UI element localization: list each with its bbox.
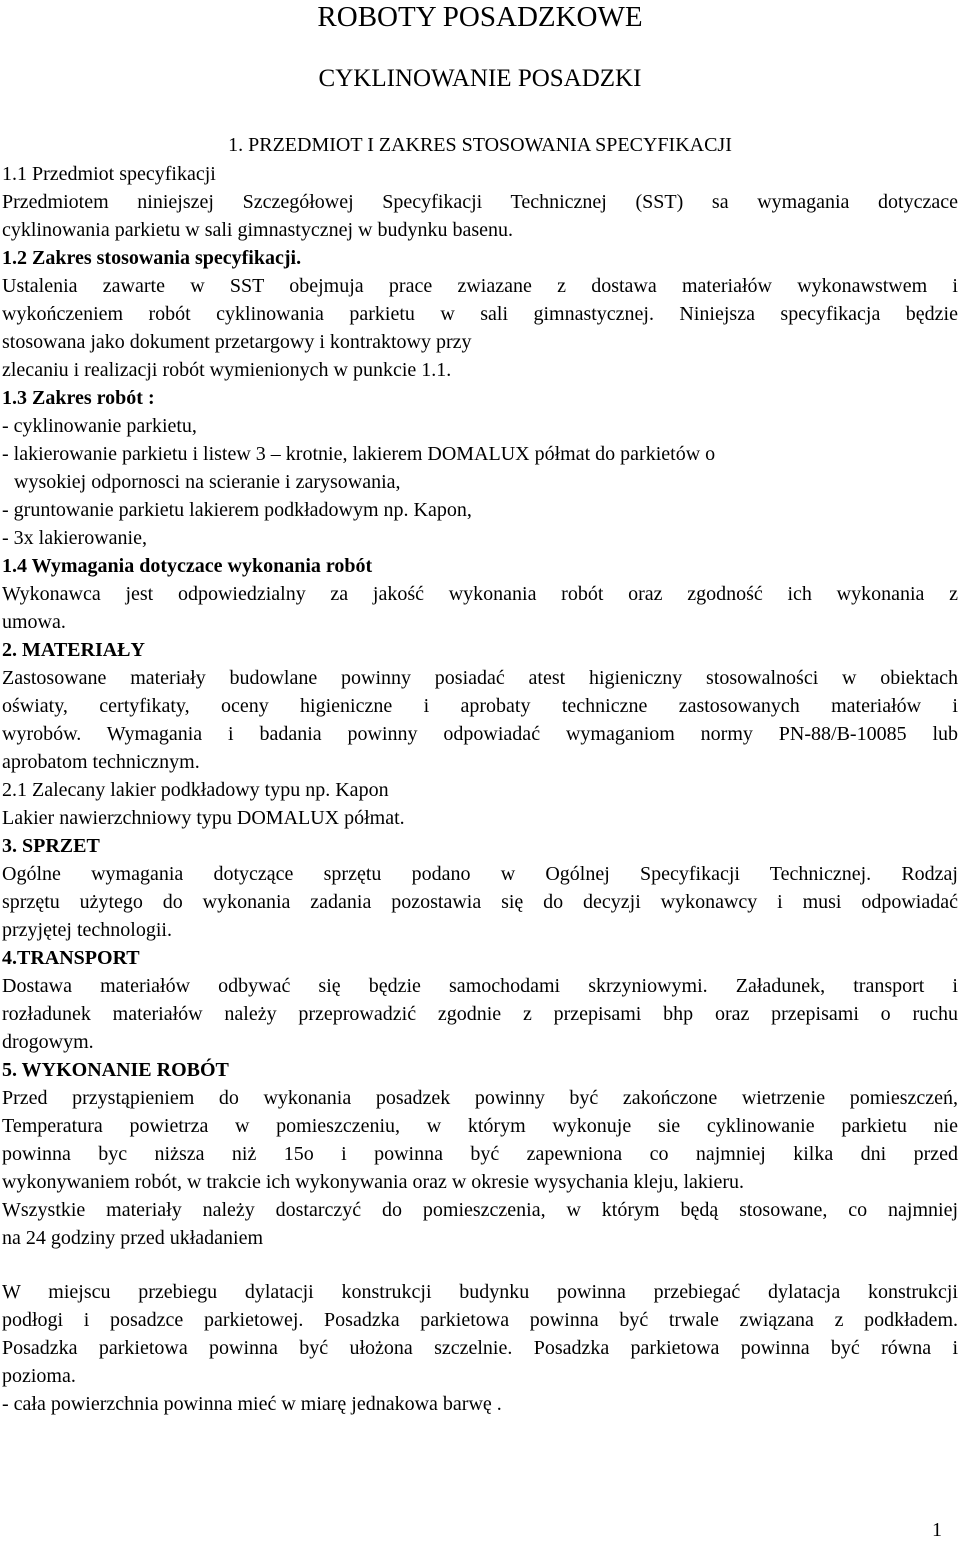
paragraph-line: Lakier nawierzchniowy typu DOMALUX półmat.	[2, 807, 405, 829]
page-number: 1	[932, 1519, 942, 1541]
paragraph-line: Dostawa materiałów odbywać się będzie samochodami skrzyniowymi. Załadunek, transport i	[2, 975, 958, 997]
paragraph-line: Posadzka parkietowa powinna być ułożona szczelnie. Posadzka parkietowa powinna być równa i	[2, 1337, 958, 1359]
paragraph-line: podłogi i posadzce parkietowej. Posadzka parkietowa powinna być trwale związana z podkładem.	[2, 1309, 958, 1331]
list-item: - lakierowanie parkietu i listew 3 – krotnie, lakierem DOMALUX półmat do parkietów o	[2, 443, 716, 465]
section-heading: 4.TRANSPORT	[2, 947, 140, 969]
paragraph-line: aprobatom technicznym.	[2, 751, 200, 773]
paragraph-line: pozioma.	[2, 1365, 76, 1387]
paragraph-line: Przedmiotem niniejszej Szczegółowej Specyfikacji Technicznej (SST) sa wymagania dotyczace	[2, 191, 958, 213]
list-item: - 3x lakierowanie,	[2, 527, 147, 549]
paragraph-line: powinna byc niższa niż 15o i powinna być zapewniona co najmniej kilka dni przed	[2, 1143, 958, 1165]
list-item-continuation: wysokiej odpornosci na scieranie i zarysowania,	[14, 471, 401, 493]
section-heading: 5. WYKONANIE ROBÓT	[2, 1059, 229, 1081]
list-item: - cyklinowanie parkietu,	[2, 415, 197, 437]
section-heading: 3. SPRZET	[2, 835, 100, 857]
document-title: ROBOTY POSADZKOWE	[317, 1, 643, 33]
paragraph-line: Wszystkie materiały należy dostarczyć do pomieszczenia, w którym będą stosowane, co najmniej	[2, 1199, 958, 1221]
paragraph-line: cyklinowania parkietu w sali gimnastycznej w budynku basenu.	[2, 219, 513, 241]
paragraph-line: rozładunek materiałów należy przeprowadzić zgodnie z przepisami bhp oraz przepisami o ruchu	[2, 1003, 958, 1025]
paragraph-line: przyjętej technologii.	[2, 919, 172, 941]
paragraph-line: wykonywaniem robót, w trakcie ich wykonywania oraz w okresie wysychania kleju, lakieru.	[2, 1171, 744, 1193]
paragraph-line: - cała powierzchnia powinna mieć w miarę jednakowa barwę .	[2, 1393, 502, 1415]
subsection-heading: 1.2 Zakres stosowania specyfikacji.	[2, 247, 302, 269]
paragraph-line: stosowana jako dokument przetargowy i kontraktowy przy	[2, 331, 472, 353]
paragraph-line: zlecaniu i realizacji robót wymienionych w punkcie 1.1.	[2, 359, 452, 381]
paragraph-line: Ustalenia zawarte w SST obejmuja prace zwiazane z dostawa materiałów wykonawstwem i	[2, 275, 958, 297]
section-heading: 1. PRZEDMIOT I ZAKRES STOSOWANIA SPECYFIKACJI	[228, 134, 732, 156]
section-heading: 2. MATERIAŁY	[2, 639, 145, 661]
paragraph-line: 2.1 Zalecany lakier podkładowy typu np. Kapon	[2, 779, 389, 801]
paragraph-line: Ogólne wymagania dotyczące sprzętu podano w Ogólnej Specyfikacji Technicznej. Rodzaj	[2, 863, 958, 885]
paragraph-line: Wykonawca jest odpowiedzialny za jakość wykonania robót oraz zgodność ich wykonania z	[2, 583, 958, 605]
subsection-heading: 1.3 Zakres robót :	[2, 387, 155, 409]
paragraph-line: Temperatura powietrza w pomieszczeniu, w którym wykonuje sie cyklinowanie parkietu nie	[2, 1115, 958, 1137]
paragraph-line: Przed przystąpieniem do wykonania posadzek powinny być zakończone wietrzenie pomieszczeń,	[2, 1087, 958, 1109]
paragraph-line: umowa.	[2, 611, 66, 633]
paragraph-line: wykończeniem robót cyklinowania parkietu w sali gimnastycznej. Niniejsza specyfikacja będzie	[2, 303, 958, 325]
paragraph-line: wyrobów. Wymagania i badania powinny odpowiadać wymaganiom normy PN-88/B-10085 lub	[2, 723, 958, 745]
subsection-heading: 1.4 Wymagania dotyczace wykonania robót	[2, 555, 373, 577]
paragraph-line: oświaty, certyfikaty, oceny higieniczne i aprobaty techniczne zastosowanych materiałów i	[2, 695, 958, 717]
paragraph-line: Zastosowane materiały budowlane powinny posiadać atest higieniczny stosowalności w obiektach	[2, 667, 958, 689]
paragraph-line: sprzętu użytego do wykonania zadania pozostawia się do decyzji wykonawcy i musi odpowiadać	[2, 891, 958, 913]
list-item: - gruntowanie parkietu lakierem podkładowym np. Kapon,	[2, 499, 472, 521]
subsection-heading: 1.1 Przedmiot specyfikacji	[2, 163, 216, 185]
paragraph-line: drogowym.	[2, 1031, 94, 1053]
paragraph-line: na 24 godziny przed układaniem	[2, 1227, 264, 1249]
paragraph-line: W miejscu przebiegu dylatacji konstrukcji budynku powinna przebiegać dylatacja konstrukcji	[2, 1281, 958, 1303]
document-subtitle: CYKLINOWANIE POSADZKI	[318, 65, 642, 92]
